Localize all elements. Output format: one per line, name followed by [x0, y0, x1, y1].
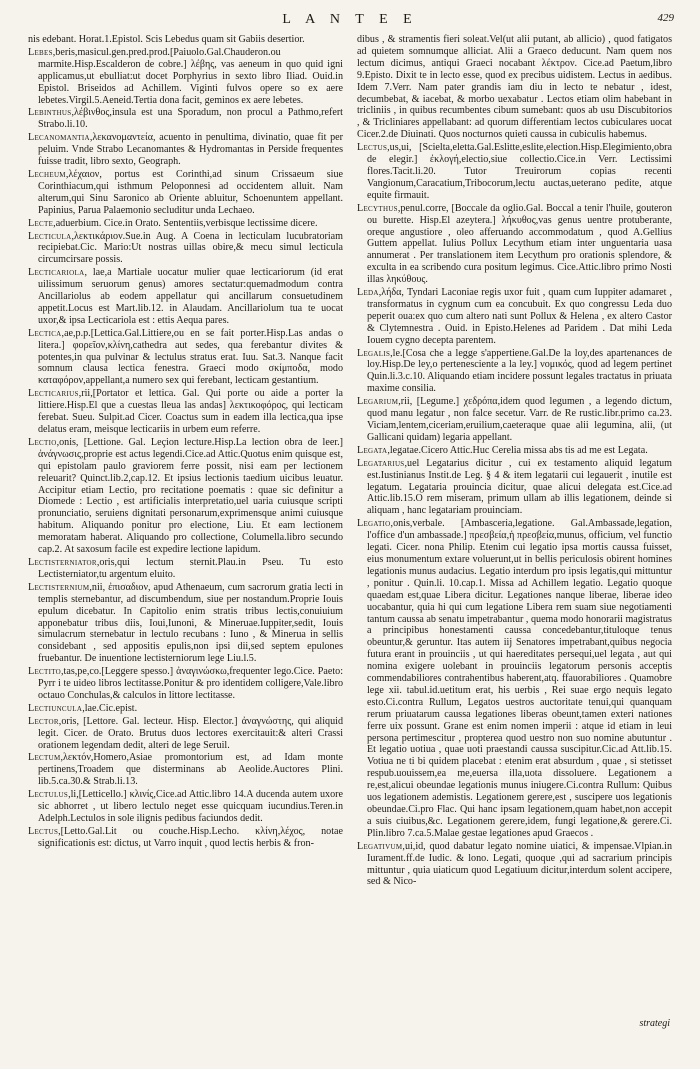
entry-headword: Lectio	[28, 436, 57, 448]
entry-text: ,beris,masicul.gen.pred.prod.[Paiuolo.Gal.Chauderon.ou marmite.Hisp.Escalderon de cobre.] λέβης, vas aeneum in quo quid igni applicamus,ut ebulliat:ut docet Porphyrius in sexto libro Iliad. Ouid.in Epistol. Briseidos ad Achillem. Viginti fulvos opere so ex aere lebetes.Virgil.5.Aeneid.Tertia dona facit, geminos ex aere lebetes.	[38, 46, 343, 106]
entry-text: ,λεκτικάριον.Sue.in Aug. A Coena in lecticulam lucubratoriam recipiebat.Cic. Mario:Ut nostras uillas obire,& mecu simul lecticula circumcirsare possis.	[38, 230, 343, 266]
dictionary-entry	[28, 231, 343, 267]
entry-text: ,rii, [Legume.] χεδρόπα,idem quod legumen , a legendo dictum, quod manu legatur , non falce secetur. Varr. de Re rustic.libr.primo ca.23. Viciam,lentem,ciceriam,eruilium,caeteraque quae alii legumina, alii, (ut Gallicani quidam) legaria appellant.	[367, 396, 672, 443]
dictionary-entry	[357, 445, 672, 457]
entry-headword: Lectisternium	[28, 581, 90, 593]
entry-text: ,λεκτόν,Homero,Asiae promontorium est, ad Idam monte pertinens,Troadem que disterminans ab Aeolide.Auctores Plini. lib.5.ca.30.& Strab.li.13.	[38, 752, 343, 788]
entry-text: ,legatae.Cicero Attic.Huc Cerelia missa abs tis ad me est Legata.	[387, 444, 648, 456]
entry-text: dibus , & stramentis fieri soleat.Vel(ut alii putant, ab allicio) , quod fatigatos ad quietem somnumque alliciat. Alii a Graeco deducunt. Nam quem nos lectum dicimus, antiqui Graeci nocabant λέκτρον. Cice.ad Paetum,libro 9.Episto. Dixit te in lecto esse, quod ex precibus uidistem. Lectus in aedibus. Idem 7.Verr. Nam pater grandis iam diu in lecto te nebatur , idest, decumbebat, & iacebat, & morbo uexabatur . Lectos etiam olim habebant in tricliniis , in quibus recumbentes cibum sumebant: quos ab usu Discubitorios , & Tricliniares appellabant: ad quorum differentiam lectos cubiculares uocat Cicer.2.de Diuinati. Quos nocturnos quieti caussa in cubiculis habemus.	[357, 34, 672, 141]
entry-text: ,tas,pe,co.[Leggere spesso.] ἀναγινώσκω,frequenter lego.Cice. Paeto: Pyrr i te uideo libros lectitasse.Ponitur & pro identidem colligere,Vale.libro octauo Conchulas,& calculos in littore lectitasse.	[38, 666, 343, 701]
entry-text: ,oris,qui lectum sternit.Plau.in Pseu. Tu esto Lectisterniator,tu argentum eluito.	[38, 556, 343, 580]
dictionary-entry	[28, 132, 343, 168]
entry-headword: Legativum	[357, 840, 403, 852]
catchword: strategi	[639, 1018, 670, 1029]
entry-text: ,λέχαιον, portus est Corinthi,ad sinum Crissaeum siue Corinthiacum,qui isthmum Peloponnesi ad occidentem alluit. Nam alterum,qui Sinu Saronico ab Oriente abluitur, Schoenuntem appellant. Papinius, Parua Palaemonio secluditur unda Lechaeo.	[38, 168, 343, 216]
entry-text: ,penul.corre, [Boccale da oglio.Gal. Boccal a tenir l'huile, gouteron ou burette. Hisp.El azeytera.] λήκυθος,vas genus uentre protuberante, oreque angustiore , oleo afferuando accommodatum , quod A.Gellius Guttem appellat. Iulius Pollux Lecythum etiam inter unguentaria uasa annumerat . Per translationem item Lecythum pro orationis splendore, & exculta in ea scribendo cura positum legimus. Cice.Attic.libro primo Nosti illas ληκύθους.	[367, 202, 672, 286]
entry-headword: Legatio	[357, 518, 391, 530]
entry-headword: Lectulus	[28, 789, 69, 801]
entry-text: ,nii, ἐπισαδιον, apud Athenaeum, cum sacrorum gratia lecti in templis sternebantur, ad discumbendum, siue per nostandum.Proprie Iouis epulum dicebatur. In Capitolio enim stratis tribus lectis,conuiuium apponebatur tribus diis, Ioui,Iunoni, & Mineruae.Iuppiter,sedit, Iouis simulacrum sternebatur in lectulo recubans : Iuno , & Minerua in sellis considebant , sed appositis epulis,non ipsi dii,sed septem epulones fruebantur. De inuentione lectisterniorum lege Liu.l.5.	[38, 581, 343, 665]
entry-text: , lae,a Martiale uocatur mulier quae lecticariorum (id erat uilissimum seruorum genus) amores sectatur:quemadmodum contra Ancillariolus ab eodem appellatur qui ancillarum consuetudinem appetit.Locus est Mart.lib.12. in Alaudam. Ancillariolum tua te uocat uxor,& ipsa Lecticariola est : ettis Aequa pares.	[38, 267, 343, 326]
page-number: 429	[657, 12, 674, 24]
dictionary-entry	[28, 169, 343, 217]
entry-text: ,λήδα, Tyndari Laconiae regis uxor fuit , quam cum Iuppiter adamaret , transformatus in cygnum cum ea concubuit. Ex quo congressu Leda duo peperit oua:ex quo cum altero nati sunt Pollux & Helena , ex altero Castor & Clytemnestra . Ouid. in Episto.Helenes ad Paridem . Dat mihi Leda Iouem cygno decepta parentem.	[367, 287, 672, 346]
two-column-body	[28, 34, 676, 889]
dictionary-entry	[28, 267, 343, 327]
dictionary-entry	[28, 752, 343, 788]
dictionary-entry	[28, 582, 343, 665]
entry-text: ,ui,id, quod dabatur legato nomine uiatici, & impensae.Vlpian.in Iurament.ff.de Iudic. & lono. Legati, quoque ,qui ad sacrarium principis mittuntur , quia uiaticum quod Legatiuum dicitur,interdum solent accipere, sed & Nico-	[367, 840, 672, 888]
dictionary-entry	[28, 437, 343, 556]
entry-headword: Lecanomantia	[28, 132, 90, 144]
dictionary-entry	[357, 518, 672, 839]
entry-headword: Lebes	[28, 46, 53, 58]
entry-text: ,rii,[Portator et lettica. Gal. Qui porte ou aide a porter la littiere.Hisp.El que a cuestas lleua las andas] λεκτικοφόρος, qui lecticam ferebat. Sueu. Sulpit.ad Cicer. Coactus sum in eadem illa lectica,qua ipse delatus eram, meisque lecticariis in urbem eum referre.	[38, 388, 343, 435]
entry-headword: Lecte	[28, 217, 54, 229]
entry-text: ,λέβινθος,insula est una Sporadum, non procul a Pathmo,refert Strabo.li.10.	[38, 107, 343, 131]
entry-text: nis edebant. Horat.1.Epistol. Scis Lebedus quam sit Gabiis desertior.	[28, 34, 305, 45]
dictionary-entry	[28, 703, 343, 715]
dictionary-entry	[357, 142, 672, 202]
dictionary-entry	[28, 666, 343, 702]
left-column	[28, 34, 343, 889]
entry-text: ,li,[Letticello.] κλινίς,Cice.ad Attic.libro 14.A ducenda autem uxore sic abhorret , ut libero lectulo neget esse quicquam iucundius.Teren.in Adelph.Lectulos in sole ilignis pedibus faciundos dedit.	[38, 789, 343, 824]
entry-headword: Lectum	[28, 752, 61, 764]
entry-headword: Lectisterniator	[28, 556, 97, 568]
entry-headword: Lecticula	[28, 230, 72, 242]
dictionary-entry	[28, 47, 343, 107]
dictionary-entry	[357, 287, 672, 347]
dictionary-entry	[28, 716, 343, 752]
entry-headword: Lectiuncula	[28, 702, 83, 714]
dictionary-entry	[357, 841, 672, 889]
dictionary-entry	[28, 328, 343, 388]
dictionary-entry	[357, 34, 672, 141]
entry-text: ,lae.Cic.epist.	[82, 702, 138, 714]
entry-headword: Lecticariola	[28, 267, 85, 279]
dictionary-entry	[28, 789, 343, 825]
entry-text: ,[Letto.Gal.Lit ou couche.Hisp.Lecho. κλίνη,λέχος, notae significationis est: dictus, ut Varro inquit , quod lectis herbis & fron-	[38, 825, 343, 849]
dictionary-entry	[28, 107, 343, 131]
right-column	[357, 34, 676, 889]
entry-headword: Lectica	[28, 327, 62, 339]
entry-text: ,us,ui, [Scielta,eletta.Gal.Eslitte,eslite,election.Hisp.Elegimiento,obra de elegir.] ἐκλογή,electio,siue collectio.Cice.in Verr. Lectissimi flores.Tacit.li.20. Tutor Treuirorum copias recenti Vangionum,Caracatium,Tribocorum,lectu auctas,ueterano pedite, atque equite firmauit.	[367, 142, 672, 201]
entry-text: ,uel Legatarius dicitur , cui ex testamento aliquid legatum est.Iustinianus Instit.de Leg. § 4 & item legatarii cui legauerit , inutile est legatum. Legataria prouincia dicitur, quae alicui delegata est.Cice.ad Attic.lib.15.O rem miseram, primum ullam ab illis legationem, deinde si aliquam , hanc legatariam prouinciam.	[367, 457, 672, 517]
dictionary-entry	[28, 388, 343, 436]
entry-text: ,onis,verbale. [Ambasceria,legatione. Gal.Ambassade,legation, l'office d'un ambassade.] πρεσβεία,ἡ πρεσβεία,munus, officium, vel functio legati. Cicer. nona Philip. Etenim cui legatio ipsa mortis caussa fuisset, eius monumentum extare voluerunt,ut in bellis periculosis obirent homines legationis munus audacius. Legatio interdum pro ipsis legatis,qui mittuntur , ponitur . Quin.li. 10.cap.1. Missa ad Achillem legatio. Legatio quoque quaedam est,quae Libera dicitur. Legationes nanque liberae, liberae ideo uocabantur, quia hi qui cum legatione Libera rem suam siue negotiamenti tantum caussa ab senatu impetrabantur , quema modo honorarii magistratus a principibus honestamenti caussa concedebantur,tituloque tenus obeuntur,& geruntur. Itas autem iij Senatores impetrabant,quibus negocia futura erant in prouinciis , ut qui haereditates persequi,uel legata , aut qui nomina exigere uolebant in prouinciis legatorum personis acceptis commendabiliores contrahentibus haberent,atq. ffauorabiliores . Quamobre lege xii. tabul.id.uetitum erat, his uerbis , Rei suae ergo nequis legato esto.Ci.contra Rullum, Legatos uestros auctoritate tenui,qui quanquam rerum priuatarum caussa legationes liberas obeunt,tamen exteri nationes ferre uix possunt. Grane est enim nomen imperii : atque id etiam in leui persona pertimescitur , propterea quod uestro non suo nomine abutuntur . Et legatio uotiua , quae uoti praestandi caussa suscipitur.Cic.ad Att.lib.15. Votiua ne ti bi quidem placebat : etenim erat absurdum , quae , si stetisset respub.uouissem,ea me,euersa illa,uota dissoluere. Legationem a re,est,alicui obeundae legationis munus iniugere.Ci.contra Rullum: Quibus uos legationem ademistis. Legationem gerere,est , suscipere uos legationis obeundae.Ci.pro Flac. Qui hanc ipsam legationem,quam habet,non accepit a suis ciuibus,&c. Legationem gerere,idem, fungi legatione,& gerere.Ci. Plin.libro 7.ca.5.Malae gestae legationes apud Graecos .	[367, 518, 672, 839]
entry-headword: Lebinthus	[28, 107, 72, 119]
entry-headword: Lectus	[357, 142, 388, 154]
dictionary-entry	[28, 826, 343, 850]
entry-text: ,aduerbium. Cice.in Orato. Sententiis,verbisque lectissime dicere.	[53, 217, 318, 229]
dictionary-entry	[28, 557, 343, 581]
entry-headword: Lectito	[28, 666, 62, 678]
entry-headword: Leda	[357, 287, 379, 299]
entry-headword: Lectus	[28, 825, 59, 837]
entry-headword: Lecythus	[357, 202, 398, 214]
entry-text: ,ae,p.p.[Lettica.Gal.Littiere,ou en se fait porter.Hisp.Las andas o litera.] φορεῖον,κλίνη,cathedra aut sedes, qua ferebantur divites & potentes,in qua pulvinar & lectulus stratus erat. Iuu. Sat.3. Nanque facit somnum clausa lectica fenestra. Graeci modo σκίμποδα, modo καταφόρον,appellant,a numero sex qui ferebant, lecticam gestantium.	[38, 327, 343, 387]
running-head: L A N T E E	[282, 12, 418, 27]
entry-headword: Legatarius	[357, 457, 405, 469]
entry-text: ,λεκανομαντεία, acuento in penultima, divinatio, quae fit per peluim. Vnde Strabo Lecanomantes & Hydromantas in Perside frequentes fuisse tradit, libro sexto, Geograph.	[38, 132, 343, 168]
dictionary-entry	[28, 218, 343, 230]
dictionary-entry	[357, 348, 672, 396]
entry-text: ,oris, [Lettore. Gal. lecteur. Hisp. Elector.] ἀναγνώστης, qui aliquid legit. Cicer. de Orato. Brutus duos lectores exercitauit:& alteri Crassi orationem legendam dedit, alteri de lege Seruil.	[38, 715, 343, 751]
dictionary-entry	[357, 458, 672, 518]
dictionary-entry	[357, 203, 672, 286]
entry-text: ,onis, [Lettione. Gal. Leçion lecture.Hisp.La lection obra de leer.] ἀνάγνωσις,proprie est actus legendi.Cice.ad Attic.Quotus enim quisque est, qui epistolam paulo graviorem ferre possit, nisi eam per lectionem releuarit? Quinct.lib.2,cap.12. Et ipsius lectionis taedium uicibus leuatur. Accipitur etiam Lectio, pro recitatione poematis : quae sic definitur a Diomede : Lectio , est artificialis interpretatio,uel uaria cuiusque scripti pronunciatio, seruiens dignitati personarum,exprimensque animi cuiusque habitum. Aliquando ponitur pro electione, Liu. Et eam lectionem memoratam haberat. Aliquando pro collectione, Columella.libro secundo cap.2. At saxosum facile est expedire lectione lapidum.	[38, 436, 343, 556]
entry-headword: Lector	[28, 715, 59, 727]
entry-headword: Legarium	[357, 396, 399, 408]
dictionary-entry	[357, 396, 672, 444]
entry-headword: Lecticarius	[28, 388, 79, 400]
dictionary-entry	[28, 34, 343, 46]
entry-headword: Legata	[357, 444, 388, 456]
entry-headword: Legalis	[357, 347, 391, 359]
entry-headword: Lecheum	[28, 168, 66, 180]
entry-text: ,le.[Cosa che a legge s'appertiene.Gal.De la loy,des apartenances de loy.Hisp.De ley,o pertenesciente a la ley.] νομικός, quod ad legem pertinet Quin.li.3.c.10. Aliquando etiam incidere possunt legales tractatus in priuata maxime consilia.	[367, 347, 672, 395]
